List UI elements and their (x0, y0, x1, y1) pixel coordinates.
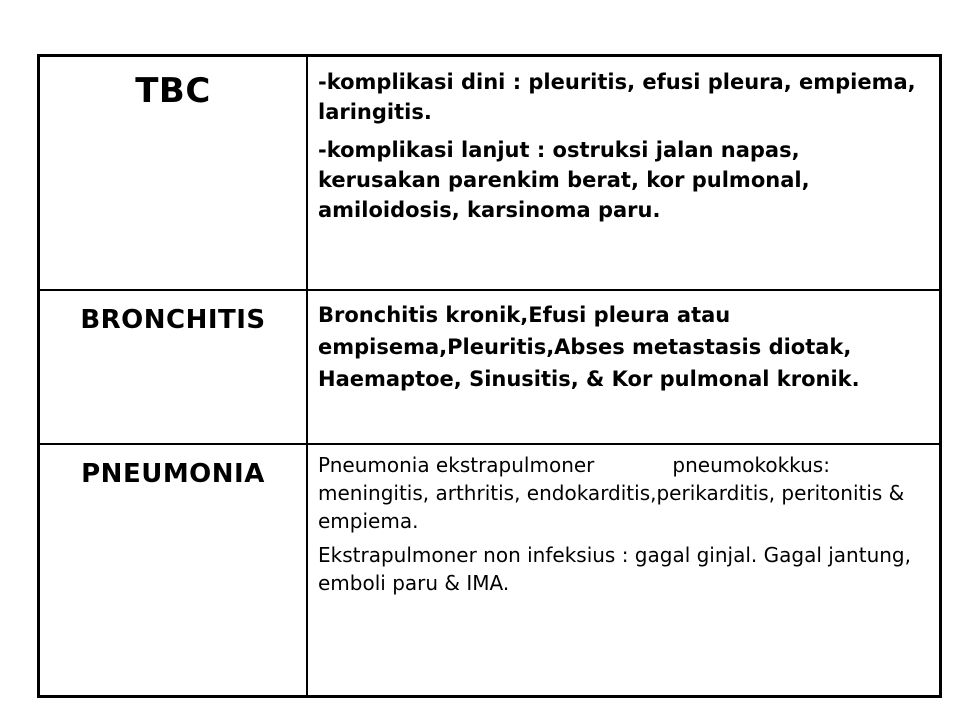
description (308, 291, 939, 395)
table-row (39, 444, 941, 697)
description-cell (307, 56, 941, 291)
description-cell (307, 290, 941, 444)
table-row (39, 56, 941, 291)
table-row (39, 290, 941, 444)
description-paragraph: -komplikasi dini : pleuritis, efusi pleura, empiema, laringitis. (318, 70, 916, 124)
term-label: PNEUMONIA (81, 459, 265, 489)
term-cell (39, 444, 308, 697)
description-paragraph: Bronchitis kronik,Efusi pleura atau empisema,Pleuritis,Abses metastasis diotak, Haemaptoe, Sinusitis, & Kor pulmonal kronik. (318, 303, 860, 391)
complications-table (37, 54, 942, 698)
description (308, 445, 939, 597)
term-label: BRONCHITIS (80, 305, 266, 335)
description-cell (307, 444, 941, 697)
description-paragraph: -komplikasi lanjut : ostruksi jalan napas, kerusakan parenkim berat, kor pulmonal, amiloidosis, karsinoma paru. (318, 138, 810, 222)
term-cell (39, 290, 308, 444)
description (308, 57, 939, 225)
description-paragraph (318, 451, 929, 535)
paragraph-lead: Pneumonia ekstrapulmoner (318, 453, 595, 477)
term-cell (39, 56, 308, 291)
description-paragraph: Ekstrapulmoner non infeksius : gagal ginjal. Gagal jantung, emboli paru & IMA. (318, 543, 911, 595)
term-label: TBC (135, 71, 211, 111)
paragraph-rest: pneumokokkus: meningitis, arthritis, endokarditis,perikarditis, peritonitis & empiema. (318, 453, 905, 533)
